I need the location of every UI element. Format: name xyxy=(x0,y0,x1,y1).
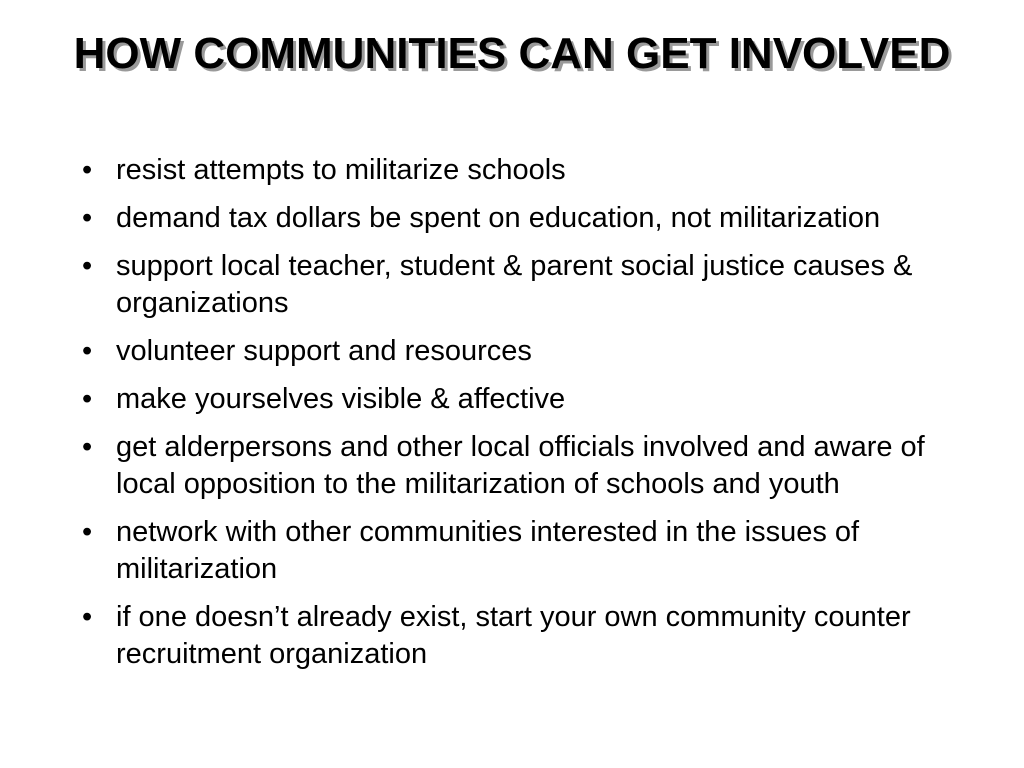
bullet-text: volunteer support and resources xyxy=(116,335,532,367)
bullet-item xyxy=(74,248,954,322)
bullet-icon: • xyxy=(82,516,93,548)
bullet-icon: • xyxy=(82,250,93,282)
bullet-text: if one doesn’t already exist, start your own community counter recruitment organization xyxy=(116,601,911,670)
bullet-item xyxy=(74,599,954,673)
bullet-text: demand tax dollars be spent on education, not militarization xyxy=(116,202,881,234)
bullet-item xyxy=(74,152,954,189)
bullet-icon: • xyxy=(82,154,93,186)
bullet-icon: • xyxy=(82,202,93,234)
bullet-icon: • xyxy=(82,383,93,415)
bullet-text: network with other communities interested in the issues of militarization xyxy=(116,516,860,585)
bullet-item xyxy=(74,514,954,588)
bullet-item xyxy=(74,200,954,237)
bullet-icon: • xyxy=(82,431,93,463)
bullet-icon: • xyxy=(82,335,93,367)
bullet-text: support local teacher, student & parent social justice causes & organizations xyxy=(116,250,913,319)
bullet-item xyxy=(74,429,954,503)
bullet-item xyxy=(74,381,954,418)
bullet-list xyxy=(74,152,954,684)
bullet-text: get alderpersons and other local officials involved and aware of local opposition to the militarization of schools and youth xyxy=(116,431,925,500)
bullet-icon: • xyxy=(82,601,93,633)
bullet-item xyxy=(74,333,954,370)
slide-title: HOW COMMUNITIES CAN GET INVOLVED xyxy=(73,29,951,78)
bullet-text: resist attempts to militarize schools xyxy=(116,154,566,186)
bullet-text: make yourselves visible & affective xyxy=(116,383,566,415)
